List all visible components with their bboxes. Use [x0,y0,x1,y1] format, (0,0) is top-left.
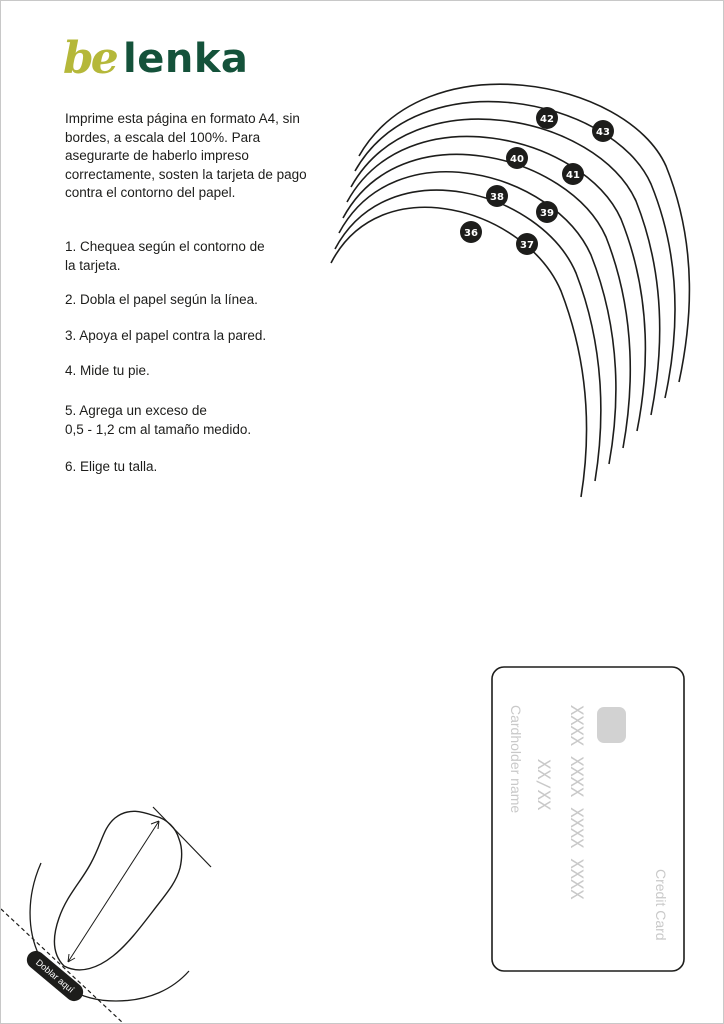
marker-36 [460,221,482,243]
marker-37 [516,233,538,255]
marker-42 [536,107,558,129]
size-label-37: 37 [520,240,534,251]
marker-43 [592,120,614,142]
size-label-40: 40 [510,154,524,165]
fold-label: Doblar aquí [33,957,77,995]
card-holder: Cardholder name [508,705,524,814]
card-number: XXXX XXXX XXXX XXXX [566,705,586,900]
foot-measure-diagram [1,807,211,1023]
marker-38 [486,185,508,207]
credit-card-outline [492,667,684,971]
step-1-text: 1. Chequea según el contorno de la tarjeta. [65,239,265,273]
intro-text: Imprime esta página en formato A4, sin bordes, a escala del 100%. Para asegurarte de haberlo impreso correctamente, sosten la tarjeta de pago contra el contorno del papel. [65,111,307,200]
step-4-text: 4. Mide tu pie. [65,363,150,378]
marker-40 [506,147,528,169]
size-label-43: 43 [596,127,610,138]
card-type: Credit Card [653,869,669,941]
logo-name: lenka [123,36,249,82]
size-label-38: 38 [490,192,504,203]
size-label-39: 39 [540,208,554,219]
size-arc-43 [359,84,689,382]
fold-tag [23,947,87,1004]
size-label-36: 36 [464,228,478,239]
size-arc-42 [355,102,675,398]
fold-line [1,909,123,1023]
marker-39 [536,201,558,223]
card-expiry: XX/XX [533,759,553,811]
logo-prefix: be [63,33,116,84]
size-arcs [331,84,689,497]
size-label-42: 42 [540,114,554,125]
size-arc-41 [351,119,660,415]
length-arrow [68,821,159,962]
step-3-text: 3. Apoya el papel contra la pared. [65,328,267,343]
step-6-text: 6. Elige tu talla. [65,459,158,474]
size-arc-36 [331,207,587,497]
card-chip-icon [597,707,626,743]
size-label-41: 41 [566,170,580,181]
diagram-layer [1,1,724,1024]
step-2-text: 2. Dobla el papel según la línea. [65,292,258,307]
marker-41 [562,163,584,185]
foot-outline [54,811,181,970]
step-5-text: 5. Agrega un exceso de 0,5 - 1,2 cm al tamaño medido. [65,403,252,437]
